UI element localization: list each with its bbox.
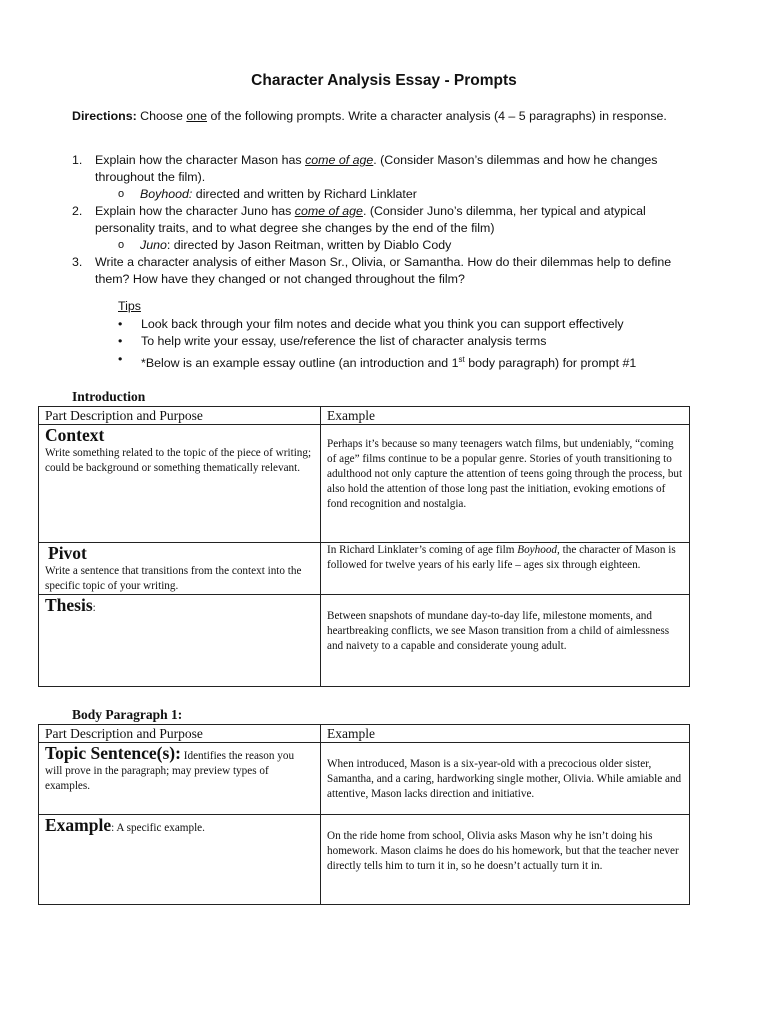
- part-term: Context: [45, 425, 105, 445]
- bullet-icon: •: [118, 334, 123, 348]
- prompt-number: 1.: [72, 153, 83, 167]
- example-cell: [321, 743, 690, 815]
- part-body: [45, 743, 314, 794]
- part-term-suffix: :: [92, 602, 96, 614]
- film-title: Juno: [140, 238, 167, 252]
- film-credit: directed and written by Richard Linklater: [192, 187, 417, 201]
- directions-text-before: Choose: [140, 109, 187, 123]
- sub-bullet: o: [118, 188, 125, 200]
- body1-table: [38, 724, 690, 905]
- prompt-1: [72, 152, 692, 186]
- example-cell: [321, 543, 690, 595]
- col-header-part: Part Description and Purpose: [39, 407, 321, 425]
- table-row: [39, 743, 690, 815]
- table-row: [39, 543, 690, 595]
- example-part: In Richard Linklater’s coming of age film: [327, 544, 518, 556]
- part-term: Example: [45, 815, 112, 835]
- part-heading: [45, 595, 314, 616]
- tips-heading: Tips: [118, 299, 141, 313]
- tip-item: [118, 351, 698, 373]
- part-body: [45, 815, 314, 836]
- prompt-2-film: [72, 237, 692, 254]
- tip-text: Look back through your film notes and decide what you think you can support effectively: [141, 316, 624, 331]
- sub-bullet: o: [118, 239, 125, 251]
- prompt-number: 3.: [72, 255, 83, 269]
- part-cell: [39, 595, 321, 687]
- example-cell: [321, 815, 690, 905]
- part-desc: A specific example.: [114, 822, 205, 834]
- part-desc: Write something related to the topic of the piece of writing; could be background or something thematically relevant.: [45, 447, 312, 474]
- example-text: Between snapshots of mundane day-to-day life, milestone moments, and heartbreaking conflicts, we see Mason transition from a child of aimlessness and naivety to a capable and considerate young adult.: [327, 610, 670, 652]
- directions-one: one: [186, 109, 208, 123]
- part-term: Thesis: [45, 595, 93, 615]
- example-film: Boyhood,: [517, 544, 560, 556]
- bullet-icon: •: [118, 316, 123, 331]
- bullet-icon: •: [118, 351, 123, 366]
- prompt-3: [72, 254, 692, 288]
- table-row: [39, 595, 690, 687]
- example-text: When introduced, Mason is a six-year-old with a precocious older sister, Samantha, and a caring, hardworking single mother, Olivia. While amiable and attentive, Mason lacks direction and initiative.: [327, 758, 682, 800]
- tip-superscript: st: [458, 354, 465, 364]
- directions-label: Directions:: [72, 109, 137, 123]
- col-header-example: Example: [321, 725, 690, 743]
- tip-text-part: *Below is an example essay outline (an introduction and 1: [141, 355, 459, 370]
- film-title: Boyhood:: [140, 187, 193, 201]
- prompt-1-film: [72, 186, 692, 203]
- table-row: [39, 425, 690, 543]
- part-cell: [39, 543, 321, 595]
- directions-text-after: of the following prompts. Write a character analysis (4 – 5 paragraphs) in response.: [207, 109, 667, 123]
- prompt-text: Explain how the character Mason has: [95, 153, 306, 167]
- prompt-text: Write a character analysis of either Mason Sr., Olivia, or Samantha. How do their dilemmas help to define them? How have they changed or not changed throughout the film?: [95, 255, 672, 286]
- prompt-number: 2.: [72, 204, 83, 218]
- part-cell: [39, 815, 321, 905]
- prompt-text: . (Consider Mason’s dilemmas and how he changes throughout the film).: [95, 153, 658, 184]
- intro-table: [38, 406, 690, 687]
- col-header-part: Part Description and Purpose: [39, 725, 321, 743]
- tip-text: [141, 356, 636, 370]
- example-cell: [321, 595, 690, 687]
- part-cell: [39, 743, 321, 815]
- prompt-list: [72, 152, 692, 288]
- prompt-term: come of age: [305, 153, 374, 167]
- tip-item: [118, 316, 698, 334]
- intro-heading: Introduction: [72, 389, 146, 404]
- tip-text-part: body paragraph) for prompt #1: [464, 355, 637, 370]
- col-header-example: Example: [321, 407, 690, 425]
- example-part: the character of Mason is followed for twelve years of his early life – ages six through eighteen.: [327, 544, 676, 571]
- prompt-term: come of age: [294, 204, 363, 218]
- tips: [118, 298, 698, 372]
- example-text: On the ride home from school, Olivia asks Mason why he isn’t doing his homework. Mason claims he does do his homework, but that the teacher never directly tells him to turn it in, so he doesn’t actually turn it in.: [327, 830, 679, 872]
- prompt-2: [72, 203, 692, 237]
- table-header-row: [39, 725, 690, 743]
- part-term: Topic Sentence(s): [45, 743, 176, 763]
- part-term-suffix: :: [111, 822, 115, 834]
- part-term-suffix: :: [175, 743, 181, 763]
- tip-text: To help write your essay, use/reference the list of character analysis terms: [141, 334, 547, 348]
- page-title: Character Analysis Essay - Prompts: [251, 72, 517, 89]
- example-text: Perhaps it’s because so many teenagers watch films, but undeniably, “coming of age” films continue to be a popular genre. Stories of youth transitioning to adulthood not only capture the attention of teens going through the process, but also hold the attention of those long past the initiation, evoking emotions of fond recognition and nostalgia.: [327, 438, 683, 510]
- prompt-text: Explain how the character Juno has: [95, 204, 295, 218]
- example-cell: [321, 425, 690, 543]
- film-credit: : directed by Jason Reitman, written by Diablo Cody: [166, 238, 452, 252]
- part-desc: Write a sentence that transitions from the context into the specific topic of your writing.: [45, 565, 302, 592]
- body1-heading: Body Paragraph 1:: [72, 707, 183, 722]
- table-header-row: [39, 407, 690, 425]
- prompt-text: . (Consider Juno’s dilemma, her typical and atypical personality traits, and to what degree she changes by the end of the film): [95, 204, 646, 235]
- directions: [72, 108, 672, 126]
- part-term: Pivot: [48, 543, 87, 563]
- example-text: [327, 543, 683, 573]
- part-desc: Identifies the reason you will prove in the paragraph; may preview types of examples.: [45, 750, 295, 792]
- part-cell: [39, 425, 321, 543]
- tip-item: [118, 333, 698, 351]
- table-row: [39, 815, 690, 905]
